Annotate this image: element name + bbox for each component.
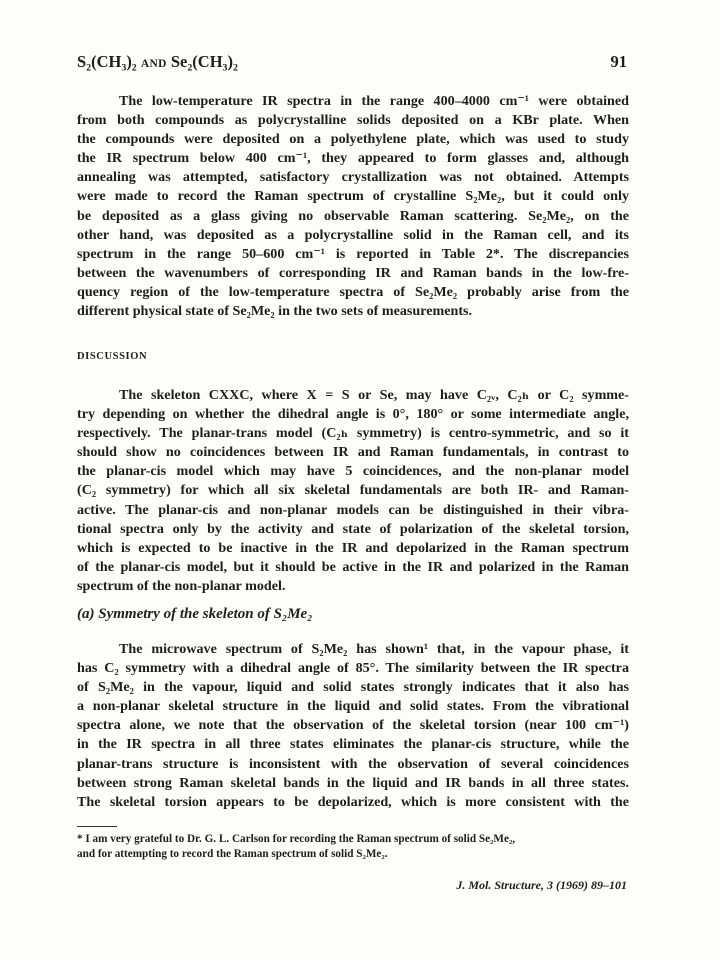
text-line: quency region of the low-temperature spectra of Se₂Me₂ probably arise from the: [77, 283, 629, 300]
text-line: were made to record the Raman spectrum of crystalline S₂Me₂, but it could only: [77, 188, 629, 205]
running-title-and: AND: [140, 58, 167, 70]
footnote-divider: [77, 826, 117, 827]
text-line: should show no coincidences between IR and Raman fundamentals, in contrast to: [77, 444, 629, 461]
text-line: spectra alone, we note that the observation of the skeletal torsion (near 100 cm⁻¹): [77, 717, 629, 734]
text-line: spectrum of the non-planar model.: [77, 577, 286, 594]
text-line: other hand, was deposited as a polycrystalline solid in the Raman cell, and its: [77, 226, 629, 243]
text-line: the compounds were deposited on a polyethylene plate, which was used to study: [77, 131, 629, 148]
text-line: which is expected to be inactive in the IR and depolarized in the Raman spectrum: [77, 539, 629, 556]
text-line: between strong Raman skeletal bands in the liquid and IR bands in all three states.: [77, 774, 629, 791]
section-heading: DISCUSSION: [77, 351, 148, 362]
paragraph-2: [77, 386, 629, 596]
text-line: the IR spectrum below 400 cm⁻¹, they appeared to form glasses and, although: [77, 150, 629, 167]
text-line: annealing was attempted, satisfactory crystallization was not obtained. Attempts: [77, 169, 629, 186]
running-title-a: S₂(CH₃)₂: [77, 52, 137, 71]
text-line: the planar-cis model which may have 5 coincidences, and the non-planar model: [77, 463, 629, 480]
paragraph-1: [77, 92, 629, 321]
text-line: from both compounds as polycrystalline solids deposited on a KBr plate. When: [77, 112, 629, 129]
footnote-line: and for attempting to record the Raman spectrum of solid S₂Me₂.: [77, 848, 388, 860]
text-line: tional spectra only by the activity and state of polarization of the skeletal torsion,: [77, 520, 629, 537]
text-line: The skeleton CXXC, where X = S or Se, may have C₂ᵥ, C₂ₕ or C₂ symme-: [119, 387, 629, 403]
text-line: has C₂ symmetry with a dihedral angle of 85°. The similarity between the IR spectra: [77, 660, 629, 677]
text-line: of S₂Me₂ in the vapour, liquid and solid states strongly indicates that it also has: [77, 679, 629, 696]
running-title-b: Se₂(CH₃)₂: [170, 52, 238, 71]
text-line: active. The planar-cis and non-planar models can be distinguished in their vibra-: [77, 501, 629, 518]
subsection-heading: (a) Symmetry of the skeleton of S₂Me₂: [77, 606, 313, 622]
running-title: [77, 52, 238, 72]
text-line: The skeletal torsion appears to be depolarized, which is more consistent with the: [77, 793, 629, 810]
journal-citation: J. Mol. Structure, 3 (1969) 89–101: [456, 878, 627, 892]
page-number: 91: [610, 52, 627, 71]
paragraph-3: [77, 640, 629, 812]
text-line: a non-planar skeletal structure in the liquid and solid states. From the vibrational: [77, 698, 629, 715]
running-header: [77, 52, 627, 72]
text-line: different physical state of Se₂Me₂ in the two sets of measurements.: [77, 303, 473, 320]
text-line: spectrum in the range 50–600 cm⁻¹ is reported in Table 2*. The discrepancies: [77, 245, 629, 262]
text-line: of the planar-cis model, but it should be active in the IR and polarized in the Raman: [77, 558, 629, 575]
text-line: between the wavenumbers of corresponding IR and Raman bands in the low-fre-: [77, 264, 629, 281]
text-line: The low-temperature IR spectra in the range 400–4000 cm⁻¹ were obtained: [119, 93, 629, 109]
text-line: (C₂ symmetry) for which all six skeletal fundamentals are both IR- and Raman-: [77, 482, 629, 499]
text-line: The microwave spectrum of S₂Me₂ has shown¹ that, in the vapour phase, it: [119, 641, 629, 657]
text-line: respectively. The planar-trans model (C₂ₕ symmetry) is centro-symmetric, and so it: [77, 425, 629, 442]
text-line: be deposited as a glass giving no observable Raman scattering. Se₂Me₂, on the: [77, 207, 629, 224]
text-line: try depending on whether the dihedral angle is 0°, 180° or some intermediate angle,: [77, 406, 629, 423]
text-line: in the IR spectra in all three states eliminates the planar-cis structure, while the: [77, 736, 629, 753]
footnote-line: * I am very grateful to Dr. G. L. Carlson for recording the Raman spectrum of solid Se₂Me₂,: [77, 833, 516, 845]
footnote: [77, 832, 629, 862]
text-line: planar-trans structure is inconsistent with the observation of several coincidences: [77, 755, 629, 772]
